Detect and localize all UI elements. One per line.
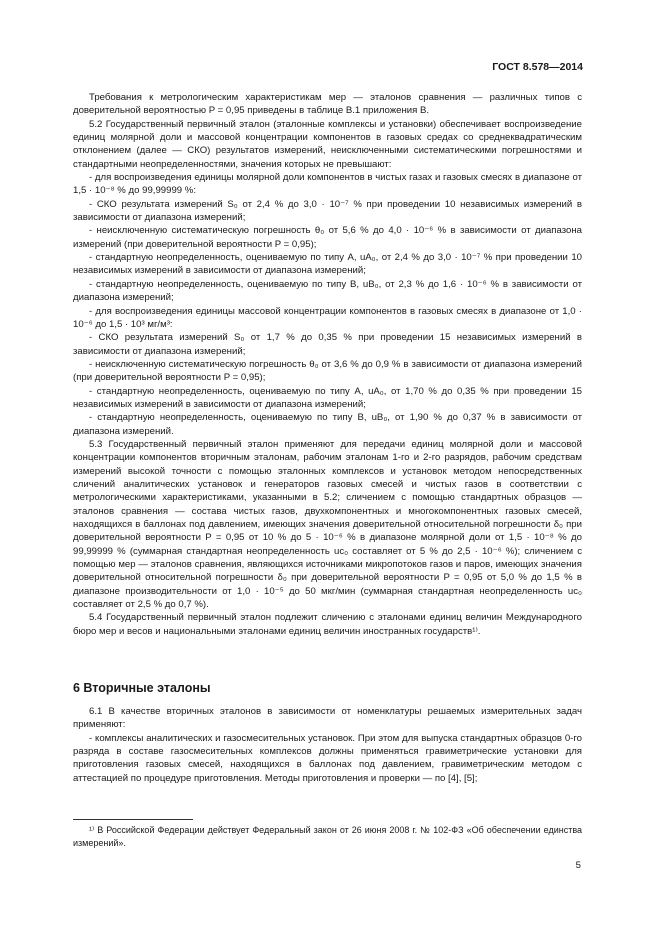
paragraph: 5.4 Государственный первичный эталон подлежит сличению с эталонами единиц величин Международного бюро мер и весов и национальными эталонами единиц величин иностранных государств¹⁾. <box>73 612 582 637</box>
paragraph: 5.3 Государственный первичный эталон применяют для передачи единиц молярной доли и массовой концентрации компонентов вторичным эталонам, рабочим эталонам 1-го и 2-го разрядов, рабочим средствам измерений высокой точности с помощью эталонных комплексов и установок методом непосредственных сличений аналитических установок и генераторов газовых смесей и чистых газов в соответствии с метрологическими характеристиками, указанными в 5.2; сличением с помощью стандартных образцов — эталонов сравнения — состава чистых газов, двухкомпонентных и многокомпонентных газовых смесей, находящихся в баллонах под давлением, имеющих значения доверительной относительной погрешности δ₀ при доверительной вероятности P = 0,95 от 10 % до 5 · 10⁻⁶ % в диапазоне молярной доли от 1,5 · 10⁻⁸ % до 99,99999 % (суммарная стандартная неопределенность uc₀ составляет от 5 % до 2,5 · 10⁻⁶ %); сличением с помощью мер — эталонов сравнения, являющихся источниками микропотоков газов и паров, имеющих значения доверительной относительной погрешности δ₀ при доверительной вероятности P = 0,95 от 5,0 % до 1,5 % в диапазоне производительности от 1,0 · 10⁻⁵ до 50 мкг/мин (суммарная стандартная неопределенность uc₀ составляет от 2,5 % до 0,7 %). <box>73 438 582 611</box>
section-heading: 6 Вторичные эталоны <box>73 681 211 695</box>
list-item: - СКО результата измерений S₀ от 2,4 % до 3,0 · 10⁻⁷ % при проведении 10 независимых измерений в зависимости от диапазона измерений; <box>73 198 582 224</box>
list-item: - комплексы аналитических и газосмесительных установок. При этом для выпуска стандартных образцов 0-го разряда в составе газосмесительных комплексов должны применяться гравиметрические установки для приготовления газовых смесей, находящихся в баллонах под давлением, гравиметрическим методом с аттестацией по процедуре приготовления. Методы приготовления и проверки — по [4], [5]; <box>73 732 582 784</box>
paragraph: 6.1 В качестве вторичных эталонов в зависимости от номенклатуры решаемых измерительных задач применяют: <box>73 706 582 731</box>
section-6-body <box>73 705 582 785</box>
list-item: - неисключенную систематическую погрешность θ₀ от 3,6 % до 0,9 % в зависимости от диапазона измерений (при доверительной вероятности P = 0,95); <box>73 358 582 384</box>
list-item: - стандартную неопределенность, оцениваемую по типу А, uA₀, от 2,4 % до 3,0 · 10⁻⁷ % при проведении 10 независимых измерений в зависимости от диапазона измерений; <box>73 252 582 277</box>
list-item: - стандартную неопределенность, оцениваемую по типу В, uB₀, от 2,3 % до 1,6 · 10⁻⁶ % в зависимости от диапазона измерений; <box>73 278 582 304</box>
list-item: - для воспроизведения единицы молярной доли компонентов в чистых газах и газовых смесях в диапазоне от 1,5 · 10⁻⁸ % до 99,99999 %: <box>73 172 582 197</box>
page-number: 5 <box>575 860 581 871</box>
section-5-body <box>73 91 582 638</box>
list-item: - стандартную неопределенность, оцениваемую по типу А, uA₀, от 1,70 % до 0,35 % при проведении 15 независимых измерений в зависимости от диапазона измерений; <box>73 385 582 410</box>
document-header: ГОСТ 8.578—2014 <box>492 61 583 73</box>
list-item: - для воспроизведения единицы массовой концентрации компонентов в газовых смесях в диапазоне от 1,0 · 10⁻⁶ до 1,5 · 10³ мг/м³: <box>73 305 582 330</box>
footnote-text: ¹⁾ В Российской Федерации действует Федеральный закон от 26 июня 2008 г. № 102-ФЗ «Об обеспечении единства измерений». <box>73 825 582 848</box>
footnote-divider <box>73 819 193 820</box>
paragraph: Требования к метрологическим характеристикам мер — эталонов сравнения — различных типов с доверительной вероятностью P = 0,95 приведены в таблице В.1 приложения В. <box>73 92 582 117</box>
list-item: - СКО результата измерений S₀ от 1,7 % до 0,35 % при проведении 15 независимых измерений в зависимости от диапазона измерений; <box>73 332 582 357</box>
list-item: - стандартную неопределенность, оцениваемую по типу В, uB₀, от 1,90 % до 0,37 % в зависимости от диапазона измерений. <box>73 412 582 437</box>
list-item: - неисключенную систематическую погрешность θ₀ от 5,6 % до 4,0 · 10⁻⁶ % в зависимости от диапазона измерений (при доверительной вероятности P = 0,95); <box>73 225 582 250</box>
paragraph: 5.2 Государственный первичный эталон (эталонные комплексы и установки) обеспечивает воспроизведение единиц молярной доли и массовой концентрации компонентов в газовых средах со среднеквадратическим отклонением (далее — СКО) результатов измерений, неисключенными систематическими погрешностями и стандартными неопределенностями, значения которых не превышают: <box>73 118 582 170</box>
footnote <box>73 824 582 849</box>
